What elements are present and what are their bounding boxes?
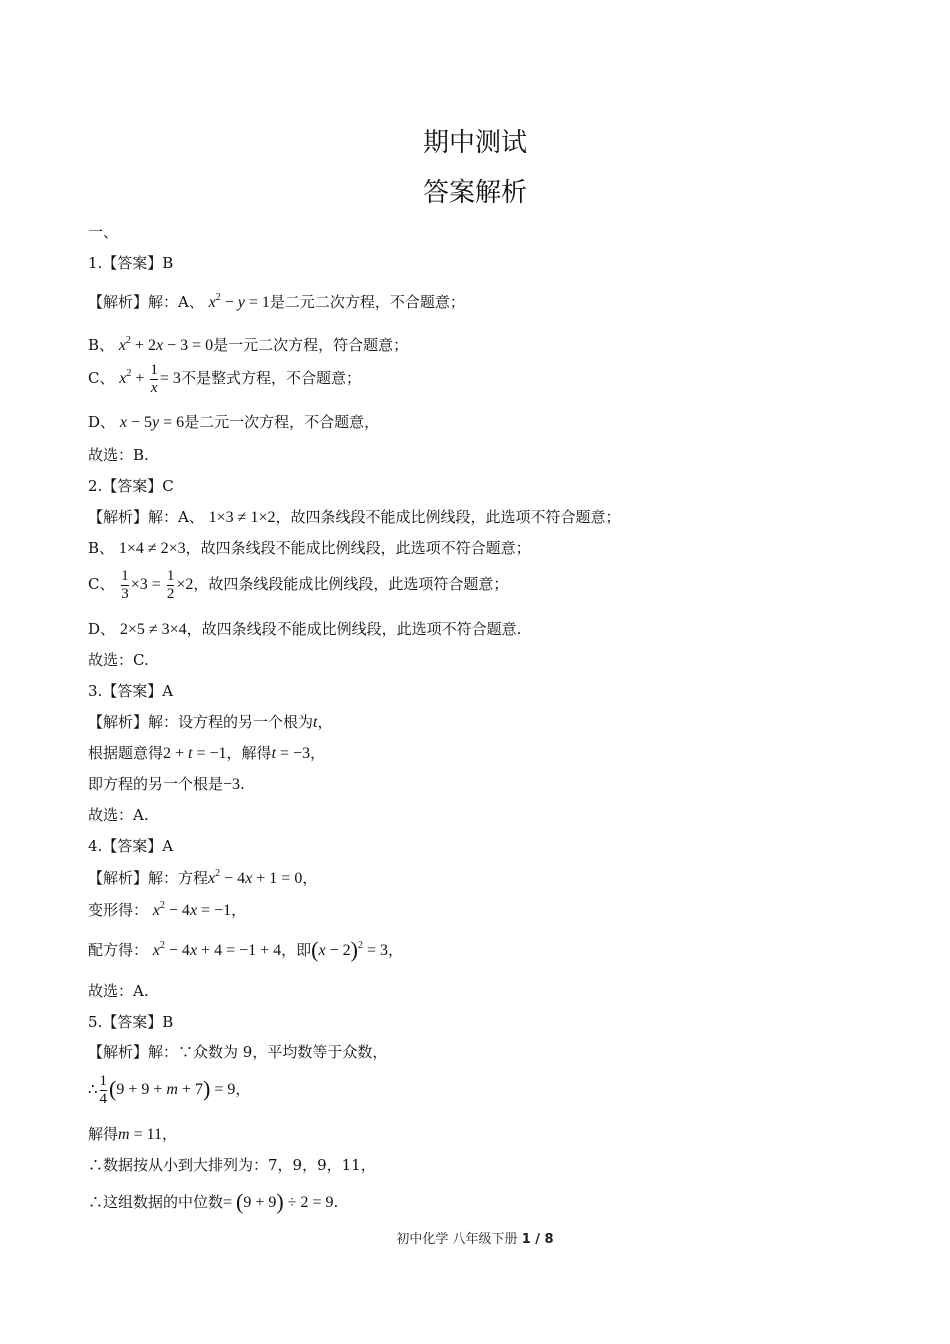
- answer-4: 4.【答案】A: [88, 837, 174, 855]
- answer-3: 3.【答案】A: [88, 682, 174, 700]
- answer-5: 5.【答案】B: [88, 1013, 174, 1031]
- q5-analysis-2: ∴ $\frac{1}{4}$ (9 + 9 + m + 7) = 9，: [88, 1073, 251, 1107]
- q1-option-d: D、 x − 5y = 6是二元一次方程，不合题意，: [88, 413, 380, 431]
- q4-analysis-3: 配方得： $x^2 - 4x + 4 = -1 + 4$，即$(x - 2)^2 = 3$，: [88, 937, 403, 962]
- q1-analysis-a: 【解析】解：A、 $x^2 - y = 1$是二元二次方程，不合题意；: [88, 292, 465, 311]
- answer-1: 1.【答案】B: [88, 254, 174, 272]
- q4-analysis-2: 变形得： $x^2 - 4x = -1$，: [88, 900, 247, 919]
- q3-analysis-3: 即方程的另一个根是−3.: [88, 775, 245, 793]
- q5-analysis-1: 【解析】解：∵众数为 9，平均数等于众数，: [88, 1043, 388, 1061]
- q2-option-d: D、 2×5 ≠ 3×4，故四条线段不能成比例线段，此选项不符合题意.: [88, 620, 522, 638]
- q2-choice: 故选：C.: [88, 651, 149, 669]
- q2-option-c: C、 $\frac{1}{3}$ ×3 = $\frac{1}{2}$ ×2，故四条线段能成比例线段，此选项符合题意；: [88, 568, 509, 602]
- page-subtitle: 答案解析: [422, 178, 527, 208]
- page-title: 期中测试: [422, 128, 527, 158]
- footer-label: 初中化学 八年级下册: [396, 1232, 518, 1247]
- q4-choice: 故选：A.: [88, 982, 149, 1000]
- section-label: 一、: [88, 223, 119, 241]
- q5-analysis-3: 解得m = 11，: [88, 1125, 178, 1143]
- q3-choice: 故选：A.: [88, 806, 149, 824]
- q2-option-b: B、 1×4 ≠ 2×3，故四条线段不能成比例线段，此选项不符合题意；: [88, 539, 531, 557]
- q2-analysis-a: 【解析】解：A、 1×3 ≠ 1×2，故四条线段不能成比例线段，此选项不符合题意；: [88, 508, 621, 526]
- page-footer: [0, 1228, 950, 1247]
- q1-choice: 故选：B.: [88, 446, 149, 464]
- q3-analysis-1: 【解析】解：设方程的另一个根为t，: [88, 713, 333, 731]
- answer-2: 2.【答案】C: [88, 477, 174, 495]
- q5-analysis-4: ∴数据按从小到大排列为：7，9，9，11，: [88, 1156, 376, 1174]
- q3-analysis-2: 根据题意得2 + t = −1，解得t = −3，: [88, 744, 326, 762]
- q1-option-b: B、 $x^2 + 2x - 3 = 0$是一元二次方程，符合题意；: [88, 335, 409, 354]
- page-number: 1 / 8: [521, 1232, 554, 1247]
- q4-analysis-1: 【解析】解：方程$x^2 - 4x + 1 = 0$，: [88, 868, 318, 887]
- q5-analysis-5: ∴这组数据的中位数= (9 + 9) ÷ 2 = 9.: [88, 1189, 339, 1214]
- q1-option-c: C、 $x^2$ + $\frac{1}{x}$ = 3不是整式方程，不合题意；: [88, 362, 361, 396]
